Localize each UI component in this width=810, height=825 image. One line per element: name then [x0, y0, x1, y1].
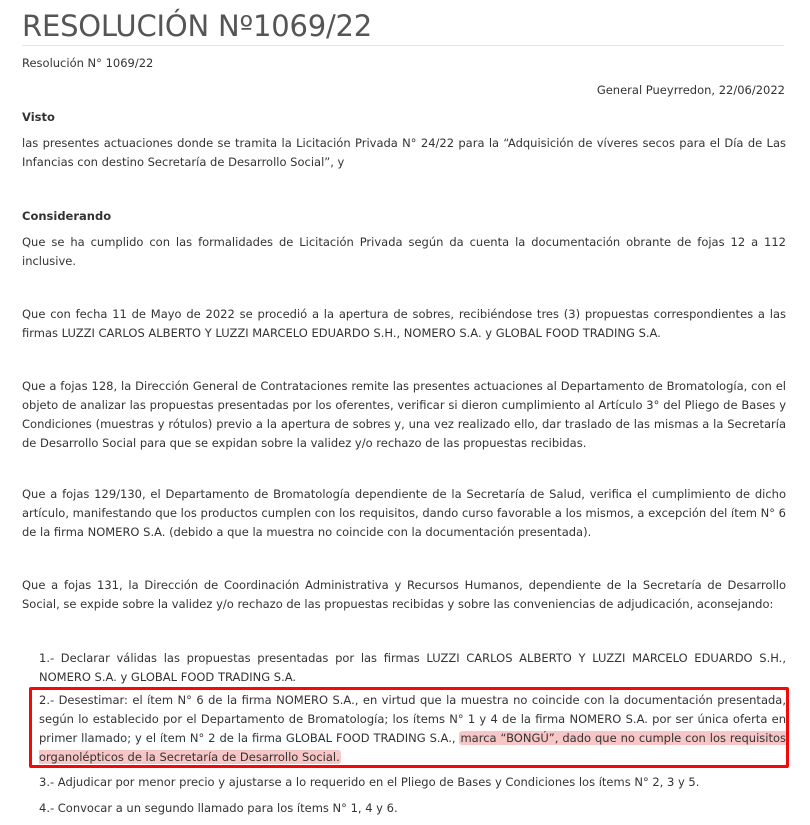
visto-heading: Visto — [22, 110, 55, 124]
list-item-3: 3.- Adjudicar por menor precio y ajustarse a lo requerido en el Pliego de Bases y Condiciones los ítems N° 2, 3 y 5. — [39, 775, 700, 789]
considerando-heading: Considerando — [22, 209, 112, 223]
highlighted-text: marca “BONGÚ”, dado que no cumple con los requisitos organolépticos de la Secretaría de Desarrollo Social. — [39, 731, 786, 764]
page-title: RESOLUCIÓN Nº1069/22 — [22, 9, 373, 43]
list-item-1: 1.- Declarar válidas las propuestas presentadas por las firmas LUZZI CARLOS ALBERTO Y LUZZI MARCELO EDUARDO S.H., NOMERO S.A. y GLOBAL FOOD TRADING S.A. — [39, 651, 786, 684]
list-item-2-text: 2.- Desestimar: el ítem N° 6 de la firma NOMERO S.A., en virtud que la muestra no coincide con la documentación presentada, según lo establecido por el Departamento de Bromatología; los ítems N° 1 y 4 de la firma NOMERO S.A. por ser única oferta en primer llamado; y el ítem N° 2 de la firma GLOBAL FOOD TRADING S.A., — [39, 693, 786, 745]
considerando-paragraph-3: Que a fojas 128, la Dirección General de Contrataciones remite las presentes actuaciones al Departamento de Bromatología, con el objeto de analizar las propuestas presentadas por los oferentes, verificar si dieron cumplimiento al Artículo 3° del Pliego de Bases y Condiciones (muestras y rótulos) previo a la apertura de sobres y, una vez realizado ello, dar traslado de las mismas a la Secretaría de Desarrollo Social para que se expidan sobre la validez y/o rechazo de las propuestas recibidas. — [22, 379, 786, 450]
visto-paragraph: las presentes actuaciones donde se tramita la Licitación Privada N° 24/22 para la “Adquisición de víveres secos para el Día de Las Infancias con destino Secretaría de Desarrollo Social”, y — [22, 136, 786, 169]
place-date: General Pueyrredon, 22/06/2022 — [596, 83, 785, 97]
list-item-4: 4.- Convocar a un segundo llamado para los ítems N° 1, 4 y 6. — [39, 801, 398, 815]
title-divider — [22, 45, 784, 46]
considerando-paragraph-4: Que a fojas 129/130, el Departamento de Bromatología dependiente de la Secretaría de Salud, verifica el cumplimiento de dicho artículo, manifestando que los productos cumplen con los requisitos, dando curso favorable a los mismos, a excepción del ítem N° 6 de la firma NOMERO S.A. (debido a que la muestra no coincide con la documentación presentada). — [22, 487, 786, 539]
considerando-paragraph-2: Que con fecha 11 de Mayo de 2022 se procedió a la apertura de sobres, recibiéndose tres (3) propuestas correspondientes a las firmas LUZZI CARLOS ALBERTO Y LUZZI MARCELO EDUARDO S.H., NOMERO S.A. y GLOBAL FOOD TRADING S.A. — [22, 307, 786, 340]
considerando-paragraph-5: Que a fojas 131, la Dirección de Coordinación Administrativa y Recursos Humanos, dependiente de la Secretaría de Desarrollo Social, se expide sobre la validez y/o rechazo de las propuestas recibidas y sobre las conveniencias de adjudicación, aconsejando: — [22, 578, 786, 611]
list-item-2 — [39, 691, 786, 767]
document-reference: Resolución N° 1069/22 — [22, 56, 154, 70]
considerando-paragraph-1: Que se ha cumplido con las formalidades de Licitación Privada según da cuenta la documentación obrante de fojas 12 a 112 inclusive. — [22, 235, 786, 268]
